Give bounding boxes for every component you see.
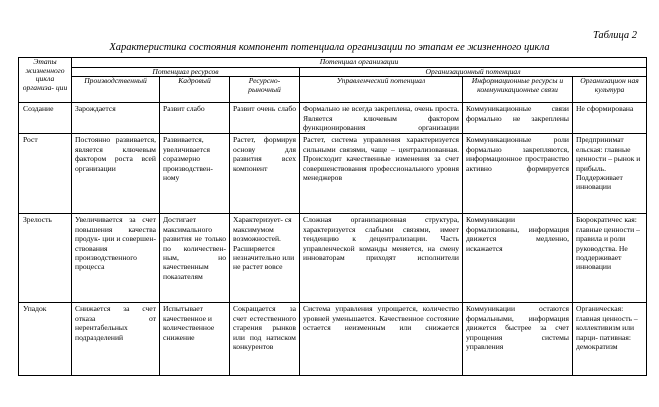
table-title: Характеристика состояния компонент потенциала организации по этапам ее жизненного цикла [109, 42, 550, 53]
resource-market-cell: Развит очень слабо [230, 103, 300, 134]
header-org-potential: Организационный потенциал [300, 67, 647, 77]
management-cell: Формально не всегда закреплена, очень проста. Является ключевым фактором функционирования организации [300, 103, 463, 134]
resource-market-cell: Характеризует- ся максимумом возможностей. Расширяется незначительно или не растет вовсе [230, 214, 300, 303]
header-resource-market: Ресурсно- рыночный [230, 77, 300, 103]
production-cell: Постоянно развивается, является ключевым фактором роста всей организации [72, 134, 160, 214]
stage-cell: Рост [19, 134, 72, 214]
header-personnel: Кадровый [160, 77, 230, 103]
management-cell: Система управления упрощается, количество уровней уменьшается. Качественное состояние остается неизменным или снижается [300, 303, 463, 376]
header-resource-potential: Потенциал ресурсов [72, 67, 300, 77]
culture-cell: Бюрократичес кая: главные ценности – правила и роли руководства. Не поддерживает инновации [573, 214, 647, 303]
production-cell: Увеличивается за счет повышения качества продук- ции и совершен- ствования производственного процесса [72, 214, 160, 303]
management-cell: Сложная организационная структура, характеризуется слабыми связями, имеет тенденцию к децентрализации. Часть управленческой команды меняется, на смену инноваторам приходят исполнители [300, 214, 463, 303]
management-cell: Растет, система управления характеризуется сильными связями, чаще – централизованная. Происходит качественные изменения за счет совершенствования профессионального уровня менеджеров [300, 134, 463, 214]
culture-cell: Предпринимат ельская: главные ценности – рынок и прибыль. Поддерживает инновации [573, 134, 647, 214]
header-management: Управленческий потенциал [300, 77, 463, 103]
production-cell: Снижается за счет отказа от нерентабельных подразделений [72, 303, 160, 376]
personnel-cell: Развит слабо [160, 103, 230, 134]
header-production: Производственный [72, 77, 160, 103]
culture-cell: Органическая: главная ценность – коллективизм или парци- пативная: демократизм [573, 303, 647, 376]
table-row [19, 103, 647, 134]
stage-cell: Упадок [19, 303, 72, 376]
personnel-cell: Развивается, увеличивается соразмерно производствен- ному [160, 134, 230, 214]
personnel-cell: Достигает максимального развития не только по количествен- ным, но качественным показателям [160, 214, 230, 303]
header-information: Информационные ресурсы и коммуникационные связи [463, 77, 573, 103]
header-culture: Организацион ная культура [573, 77, 647, 103]
resource-market-cell: Сокращается за счет естественного старения рынков или под натиском конкурентов [230, 303, 300, 376]
table-number: Таблица 2 [592, 30, 637, 41]
header-potential: Потенциал организации [72, 58, 647, 68]
information-cell: Коммуникации формализованы, информация движется медленно, искажается [463, 214, 573, 303]
information-cell: Коммуникации остаются формальными, информация движется быстрее за счет упрощения системы управления [463, 303, 573, 376]
information-cell: Коммуникационные связи формально не закреплены [463, 103, 573, 134]
production-cell: Зарождается [72, 103, 160, 134]
table-row [19, 214, 647, 303]
stage-cell: Создание [19, 103, 72, 134]
information-cell: Коммуникационные роли формально закрепляются, информационное пространство активно формируется [463, 134, 573, 214]
header-stages: Этапы жизненного цикла организа- ции [19, 58, 72, 103]
culture-cell: Не сформирована [573, 103, 647, 134]
personnel-cell: Испытывает качественное и количественное снижение [160, 303, 230, 376]
table-row [19, 303, 647, 376]
resource-market-cell: Растет, формируя основу для развития всех компонент [230, 134, 300, 214]
table-row [19, 134, 647, 214]
stage-cell: Зрелость [19, 214, 72, 303]
potential-table [18, 57, 647, 376]
